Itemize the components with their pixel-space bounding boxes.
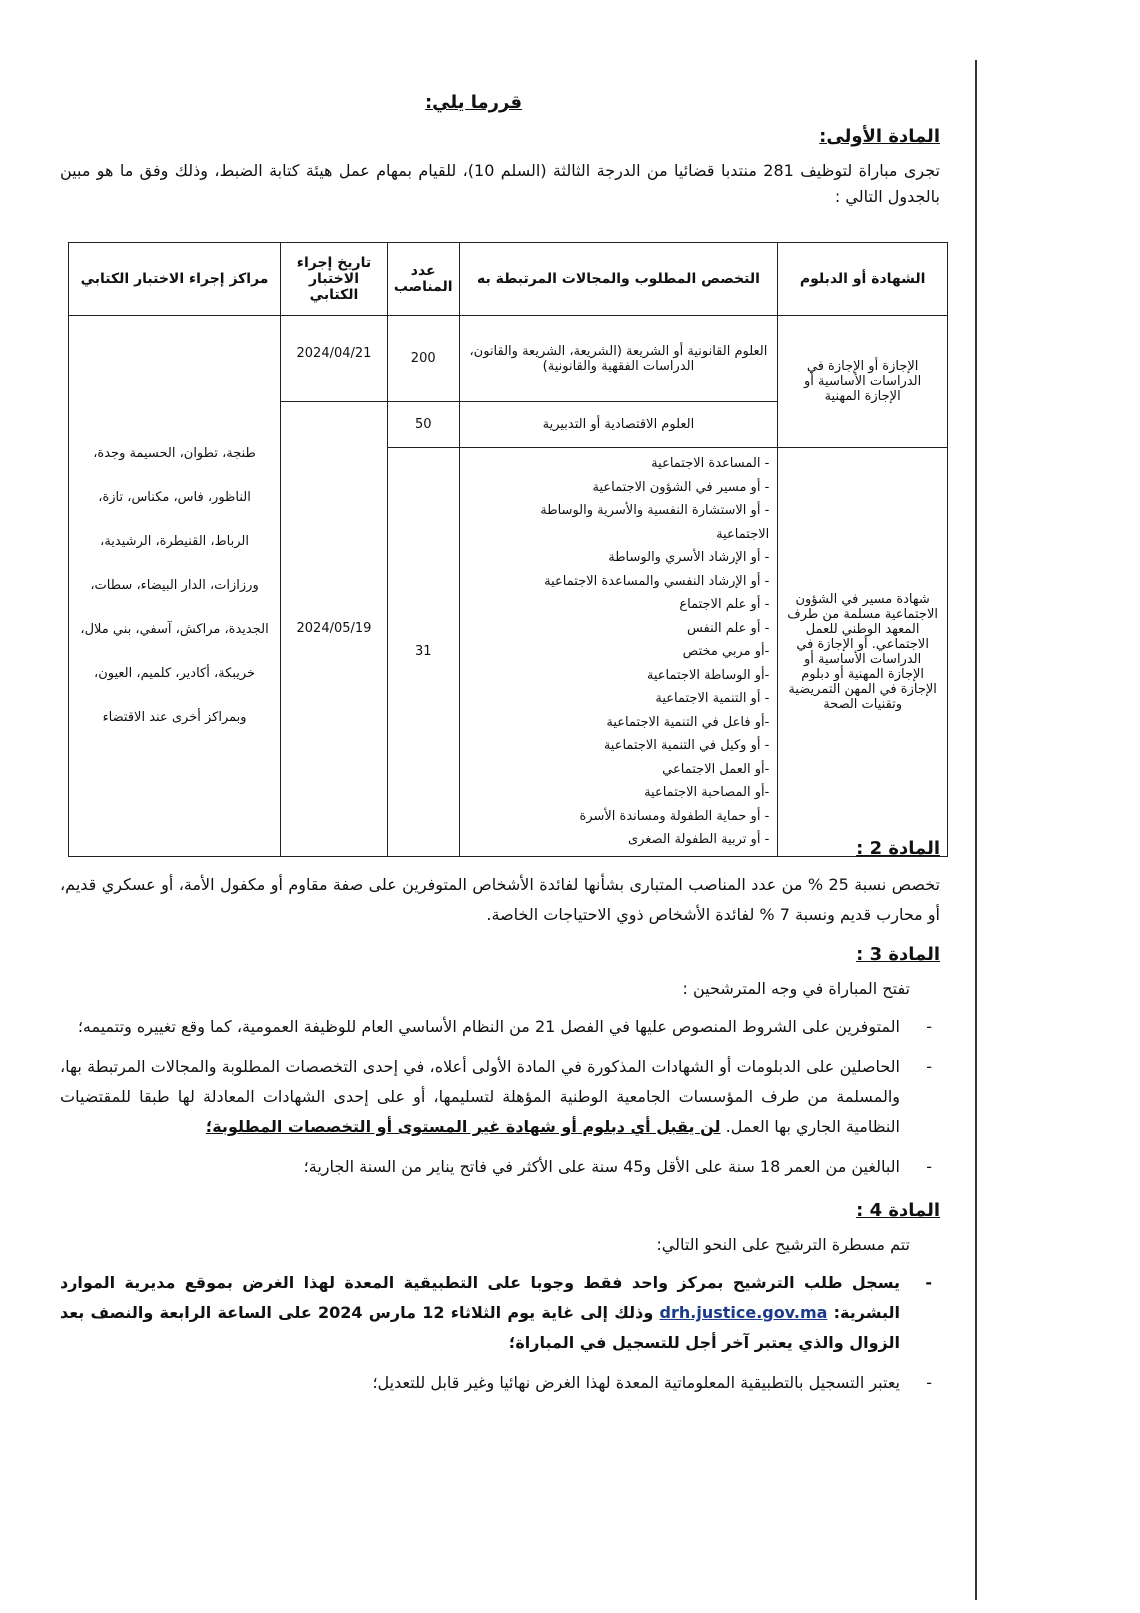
table-row [69,316,948,402]
row1-specialty: العلوم القانونية أو الشريعة (الشريعة، الشريعة والقانون، الدراسات الفقهية والقانونية) [459,316,778,402]
article2-text: تخصص نسبة 25 % من عدد المناصب المتبارى بشأنها لفائدة الأشخاص المتوفرين على صفة مقاوم أو مكفول الأمة، أو عسكري قديم، أو محارب قديم ونسبة 7 % لفائدة الأشخاص ذوي الاحتياجات الخاصة. [60,875,941,924]
specialty-item: -أو فاعل في التنمية الاجتماعية [606,714,770,730]
header-date: تاريخ إجراء الاختبار الكتابي [281,243,388,316]
article4-title: المادة 4 : [856,1200,940,1221]
article4-b1-b: وذلك إلى غاية يوم الثلاثاء 12 مارس 2024 على الساعة الرابعة والنصف بعد الزوال والذي يعتبر آخر أجل للتسجيل في المباراة؛ [60,1303,900,1352]
decision-heading: قررما يلي: [424,92,522,113]
center-line: طنجة، تطوان، الحسيمة وجدة، [93,445,256,461]
row2-specialty: العلوم الاقتصادية أو التدبيرية [459,402,778,448]
article1-text: تجرى مباراة لتوظيف 281 منتدبا قضائيا من الدرجة الثالثة (السلم 10)، للقيام بمهام عمل هيئة كتابة الضبط، وذلك وفق ما هو مبين بالجدول التالي : [60,161,941,206]
row3-posts: 31 [387,448,459,857]
article4-b1-a: يسجل طلب الترشيح بمركز واحد فقط وجوبا على التطبيقية المعدة لهذا الغرض بموقع مديرية الموارد البشرية: [60,1273,901,1322]
article3-list [60,1012,940,1192]
recruitment-table [68,242,948,857]
specialty-item: - أو حماية الطفولة ومساندة الأسرة [579,808,770,824]
header-posts: عدد المناصب [387,243,459,316]
center-line: الرباط، القنيطرة، الرشيدية، [100,533,249,549]
row1-date: 2024/04/21 [281,316,388,402]
specialty-item: - أو مسير في الشؤون الاجتماعية [592,479,770,495]
specialty-item: -أو المصاحبة الاجتماعية [644,785,770,800]
row3-specialty-list [459,448,778,857]
article1-title: المادة الأولى: [819,126,940,147]
row1-posts: 200 [387,316,459,402]
center-line: ورزازات، الدار البيضاء، سطات، [90,577,259,593]
center-line: خريبكة، أكادير، كلميم، العيون، [94,665,256,681]
header-diploma: الشهادة أو الدبلوم [778,243,948,316]
center-line: الناظور، فاس، مكناس، تازة، [98,489,251,505]
drh-website-link[interactable]: drh.justice.gov.ma [659,1303,828,1322]
specialty-item: - أو علم النفس [686,620,770,636]
list-item [60,1052,940,1142]
row3-diploma: شهادة مسير في الشؤون الاجتماعية مسلمة من طرف المعهد الوطني للعمل الاجتماعي. أو الإجازة في الدراسات الأساسية أو الإجازة المهنية أو دبلوم الإجازة في المهن التمريضية وتقنيات الصحة [778,448,948,857]
specialty-item: - المساعدة الاجتماعية [651,456,770,471]
specialty-item: -أو مربي مختص [682,644,770,659]
specialty-item: -أو الوساطة الاجتماعية [646,667,770,683]
article3-b2-bold: لن يقبل أي دبلوم أو شهادة غير المستوى أو التخصصات المطلوبة؛ [205,1117,721,1136]
header-centers: مراكز إجراء الاختبار الكتابي [69,243,281,316]
specialty-item: - أو الاستشارة النفسية والأسرية والوساطة [540,503,770,518]
article3-intro: تفتح المباراة في وجه المترشحين : [682,979,910,998]
row2-3-date: 2024/05/19 [281,402,388,857]
specialty-item: - أو الإرشاد الأسري والوساطة [608,550,770,565]
center-line: الجديدة، مراكش، آسفي، بني ملال، [80,621,269,637]
specialty-item: - أو وكيل في التنمية الاجتماعية [603,738,770,753]
specialty-item: - أو تربية الطفولة الصغرى [627,832,770,847]
list-item: - البالغين من العمر 18 سنة على الأقل و45 سنة على الأكثر في فاتح يناير من السنة الجارية؛ [60,1152,940,1182]
row1-diploma: الإجازة أو الإجازة في الدراسات الأساسية أو الإجازة المهنية [778,316,948,448]
specialty-item: - أو علم الاجتماع [679,597,770,612]
row2-posts: 50 [387,402,459,448]
article4-list [60,1268,940,1408]
specialty-item: الاجتماعية [716,526,770,542]
specialty-item: -أو العمل الاجتماعي [662,761,770,777]
centers-cell [69,316,281,857]
specialty-item: - أو الإرشاد النفسي والمساعدة الاجتماعية [544,573,770,589]
header-specialty: التخصص المطلوب والمجالات المرتبطة به [459,243,778,316]
article3-title: المادة 3 : [856,944,940,965]
center-line: وبمراكز أخرى عند الاقتضاء [102,709,247,725]
margin-line [975,60,977,1600]
article2-title: المادة 2 : [856,838,940,859]
article3-b2-text: الحاصلين على الدبلومات أو الشهادات المذكورة في المادة الأولى أعلاه، في إحدى التخصصات المطلوبة والمجالات المرتبطة بها، والمسلمة من طرف المؤسسات الجامعية الوطنية المؤهلة لتسليمها، أو على إحدى الشهادات المعادلة لها طبقا للمقتضيات النظامية الجاري بها العمل. [60,1057,900,1136]
article4-intro: تتم مسطرة الترشيح على النحو التالي: [656,1235,910,1254]
specialty-item: - أو التنمية الاجتماعية [655,691,770,706]
list-item: - يعتبر التسجيل بالتطبيقية المعلوماتية المعدة لهذا الغرض نهائيا وغير قابل للتعديل؛ [60,1368,940,1398]
list-item [60,1268,940,1358]
list-item: - المتوفرين على الشروط المنصوص عليها في الفصل 21 من النظام الأساسي العام للوظيفة العمومية، كما وقع تغييره وتتميمه؛ [60,1012,940,1042]
